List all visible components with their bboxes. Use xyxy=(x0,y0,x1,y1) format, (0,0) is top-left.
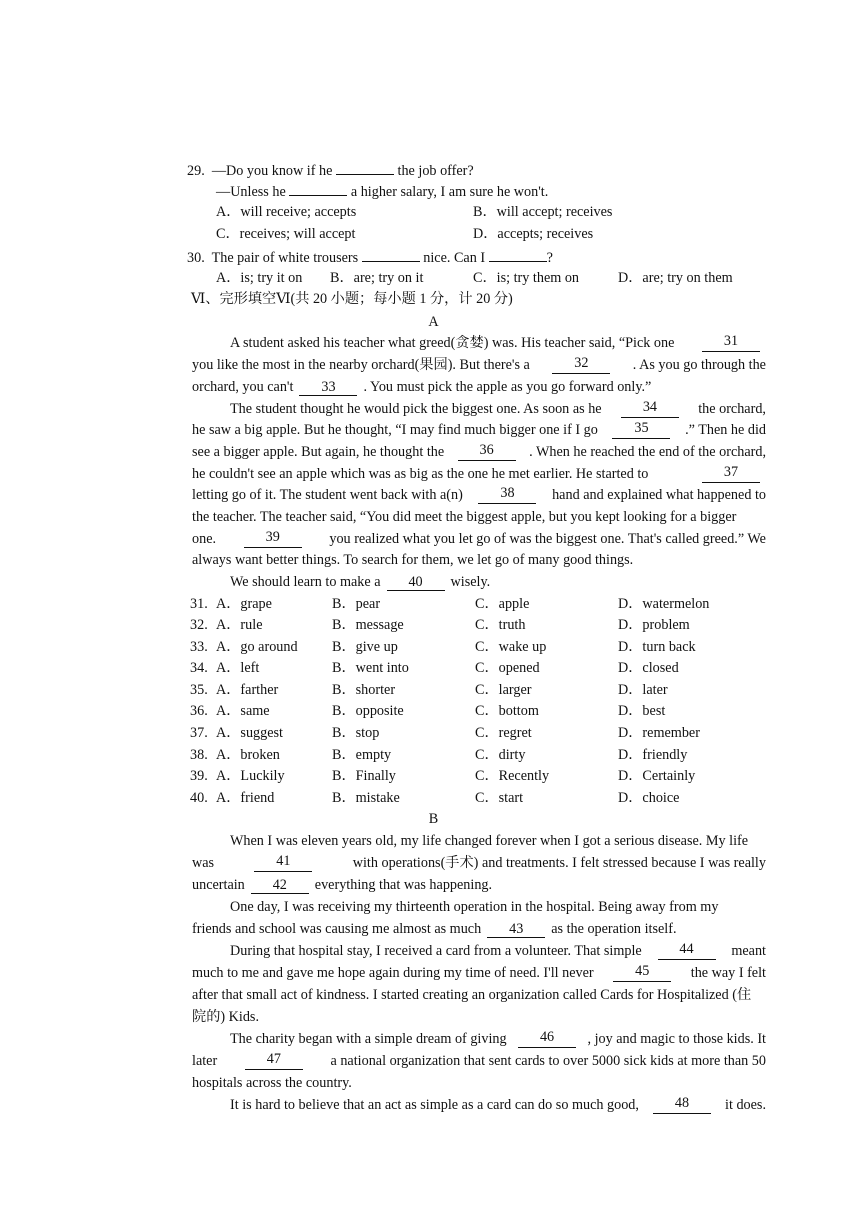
option-row-31 xyxy=(190,595,770,613)
option-d[interactable]: D．problem xyxy=(618,617,690,633)
q29-blank-2[interactable] xyxy=(289,181,347,196)
option-c[interactable]: C．truth xyxy=(475,617,526,633)
option-c[interactable]: C．wake up xyxy=(475,639,547,655)
blank-39[interactable]: 39 xyxy=(244,530,302,548)
option-a[interactable]: A．friend xyxy=(216,790,275,806)
option-b[interactable]: B．empty xyxy=(332,747,392,763)
passage-text: as the operation itself. xyxy=(551,921,677,937)
option-d[interactable]: D．choice xyxy=(618,790,680,806)
blank-34[interactable]: 34 xyxy=(621,400,679,418)
passage-text: was xyxy=(192,855,215,871)
passage-text: The student thought he would pick the biggest one. As soon as he xyxy=(230,401,602,417)
option-b[interactable]: B．stop xyxy=(332,725,380,741)
option-b[interactable]: B．pear xyxy=(332,596,381,612)
passage-text: he saw a big apple. But he thought, “I may find much bigger one if I go xyxy=(192,422,598,438)
passage-text: everything that was happening. xyxy=(314,877,493,893)
passage-a-line xyxy=(192,551,633,569)
passage-text: . As you go through the xyxy=(632,357,766,373)
passage-b-line xyxy=(192,964,766,982)
passage-text: friends and school was causing me almost as much xyxy=(192,921,482,937)
option-row-40 xyxy=(190,789,770,807)
q30-blank-2[interactable] xyxy=(489,247,547,262)
passage-text: see a bigger apple. But again, he thought the xyxy=(192,444,445,460)
passage-b-line xyxy=(192,920,677,938)
q30-option-c[interactable]: C．is; try them on xyxy=(473,270,580,286)
option-d[interactable]: D．turn back xyxy=(618,639,696,655)
passage-text: with operations(手术) and treatments. I felt stressed because I was really xyxy=(352,855,766,871)
passage-b-line xyxy=(192,876,492,894)
q29-option-b[interactable]: B．will accept; receives xyxy=(473,204,613,220)
q30-number: 30. xyxy=(187,250,205,266)
q29-line2 xyxy=(216,181,548,201)
option-row-36 xyxy=(190,702,770,720)
option-a[interactable]: A．left xyxy=(216,660,260,676)
q29-line1-a: —Do you know if he xyxy=(211,163,333,179)
passage-b-line xyxy=(192,1052,766,1070)
option-b[interactable]: B．mistake xyxy=(332,790,400,806)
option-c[interactable]: C．start xyxy=(475,790,524,806)
q29-blank-1[interactable] xyxy=(336,160,394,175)
blank-31[interactable]: 31 xyxy=(702,334,760,352)
q29-option-a[interactable]: A．will receive; accepts xyxy=(216,204,357,220)
option-c[interactable]: C．dirty xyxy=(475,747,526,763)
blank-47[interactable]: 47 xyxy=(245,1052,303,1070)
passage-text: you like the most in the nearby orchard(果园). But there's a xyxy=(192,357,530,373)
passage-b-line xyxy=(192,986,766,1004)
passage-text: . You must pick the apple as you go forward only.” xyxy=(363,379,652,395)
blank-35[interactable]: 35 xyxy=(612,421,670,439)
option-number: 32. xyxy=(190,617,208,633)
option-d[interactable]: D．watermelon xyxy=(618,596,710,612)
option-a[interactable]: A．same xyxy=(216,703,270,719)
passage-b-line xyxy=(230,942,766,960)
blank-48[interactable]: 48 xyxy=(653,1096,711,1114)
q30-line-b: nice. Can I xyxy=(423,250,486,266)
q29-option-d[interactable]: D．accepts; receives xyxy=(473,226,594,242)
option-number: 34. xyxy=(190,660,208,676)
option-a[interactable]: A．farther xyxy=(216,682,279,698)
passage-text: A student asked his teacher what greed(贪婪) was. His teacher said, “Pick one xyxy=(230,335,675,351)
passage-a-label: A xyxy=(428,314,439,330)
option-number: 39. xyxy=(190,768,208,784)
option-b[interactable]: B．went into xyxy=(332,660,409,676)
option-b[interactable]: B．opposite xyxy=(332,703,404,719)
option-number: 35. xyxy=(190,682,208,698)
passage-text: .” Then he did xyxy=(685,422,766,438)
passage-text: We should learn to make a xyxy=(230,574,381,590)
q30-line-c: ? xyxy=(546,250,553,266)
passage-text: 院的) Kids. xyxy=(192,1009,259,1025)
blank-46[interactable]: 46 xyxy=(518,1030,576,1048)
option-d[interactable]: D．best xyxy=(618,703,666,719)
blank-38[interactable]: 38 xyxy=(478,486,536,504)
option-number: 33. xyxy=(190,639,208,655)
passage-text: it does. xyxy=(725,1097,766,1113)
passage-text: hospitals across the country. xyxy=(192,1075,352,1091)
passage-text: the orchard, xyxy=(698,401,766,417)
passage-a-line xyxy=(192,486,766,504)
passage-text: much to me and gave me hope again during my time of need. I'll never xyxy=(192,965,594,981)
option-c[interactable]: C．larger xyxy=(475,682,532,698)
option-b[interactable]: B．give up xyxy=(332,639,398,655)
passage-text: uncertain xyxy=(192,877,245,893)
passage-a-line xyxy=(192,465,766,483)
passage-b-line xyxy=(192,1008,259,1026)
passage-text: the way I felt xyxy=(690,965,766,981)
option-row-33 xyxy=(190,638,770,656)
option-d[interactable]: D．later xyxy=(618,682,668,698)
option-number: 38. xyxy=(190,747,208,763)
passage-b-line xyxy=(230,1030,766,1048)
option-c[interactable]: C．apple xyxy=(475,596,530,612)
blank-44[interactable]: 44 xyxy=(658,942,716,960)
option-d[interactable]: D．remember xyxy=(618,725,700,741)
passage-text: . When he reached the end of the orchard, xyxy=(529,444,766,460)
blank-43[interactable]: 43 xyxy=(487,922,545,938)
option-row-34 xyxy=(190,659,770,677)
option-row-35 xyxy=(190,681,770,699)
passage-text: always want better things. To search for them, we let go of many good things. xyxy=(192,552,634,568)
passage-text: later xyxy=(192,1053,218,1069)
blank-45[interactable]: 45 xyxy=(613,964,671,982)
q30-line xyxy=(187,247,553,267)
option-a[interactable]: A．suggest xyxy=(216,725,283,741)
blank-32[interactable]: 32 xyxy=(552,356,610,374)
passage-a-line xyxy=(230,334,766,352)
passage-b-line xyxy=(230,1096,766,1114)
passage-text: orchard, you can't xyxy=(192,379,294,395)
option-number: 36. xyxy=(190,703,208,719)
passage-text: The charity began with a simple dream of giving xyxy=(230,1031,507,1047)
option-d[interactable]: D．closed xyxy=(618,660,679,676)
passage-text: after that small act of kindness. I started creating an organization called Cards for Hospitalized (住 xyxy=(192,987,752,1003)
passage-text: wisely. xyxy=(450,574,491,590)
option-d[interactable]: D．Certainly xyxy=(618,768,696,784)
passage-a-line xyxy=(192,530,766,548)
passage-b-line xyxy=(192,1074,352,1092)
option-d[interactable]: D．friendly xyxy=(618,747,688,763)
passage-text: one. xyxy=(192,531,217,547)
passage-b-line xyxy=(192,854,766,872)
q30-blank-1[interactable] xyxy=(362,247,420,262)
option-b[interactable]: B．message xyxy=(332,617,404,633)
passage-text: During that hospital stay, I received a card from a volunteer. That simple xyxy=(230,943,642,959)
q30-line-a: The pair of white trousers xyxy=(211,250,359,266)
q29-number: 29. xyxy=(187,163,205,179)
option-row-38 xyxy=(190,746,770,764)
option-b[interactable]: B．Finally xyxy=(332,768,396,784)
q29-line1 xyxy=(187,160,474,180)
passage-a-line xyxy=(192,508,766,526)
option-number: 31. xyxy=(190,596,208,612)
blank-36[interactable]: 36 xyxy=(458,443,516,461)
passage-a-line xyxy=(192,443,766,461)
blank-40[interactable]: 40 xyxy=(387,575,445,591)
q30-option-d[interactable]: D．are; try on them xyxy=(618,270,733,286)
passage-text: When I was eleven years old, my life changed forever when I got a serious disease. My life xyxy=(230,833,749,849)
passage-text: you realized what you let go of was the biggest one. That's called greed.” We xyxy=(329,531,766,547)
passage-text: letting go of it. The student went back with a(n) xyxy=(192,487,463,503)
option-a[interactable]: A．grape xyxy=(216,596,272,612)
passage-text: hand and explained what happened to xyxy=(552,487,766,503)
passage-a-line xyxy=(230,573,490,591)
q29-line2-b: a higher salary, I am sure he won't. xyxy=(350,184,549,200)
passage-a-line xyxy=(192,356,766,374)
passage-text: the teacher. The teacher said, “You did meet the biggest apple, but you kept looking for a bigger xyxy=(192,509,737,525)
blank-42[interactable]: 42 xyxy=(251,878,309,894)
blank-37[interactable]: 37 xyxy=(702,465,760,483)
passage-b-line xyxy=(230,832,766,850)
passage-text: It is hard to believe that an act as simple as a card can do so much good, xyxy=(230,1097,639,1113)
option-number: 40. xyxy=(190,790,208,806)
option-a[interactable]: A．go around xyxy=(216,639,298,655)
option-a[interactable]: A．rule xyxy=(216,617,263,633)
option-c[interactable]: C．bottom xyxy=(475,703,539,719)
q29-option-c[interactable]: C．receives; will accept xyxy=(216,226,356,242)
option-a[interactable]: A．Luckily xyxy=(216,768,285,784)
option-number: 37. xyxy=(190,725,208,741)
passage-text: meant xyxy=(731,943,766,959)
passage-a-line xyxy=(230,400,766,418)
option-c[interactable]: C．Recently xyxy=(475,768,550,784)
passage-b-label: B xyxy=(428,811,439,827)
q30-option-b[interactable]: B．are; try on it xyxy=(330,270,424,286)
blank-33[interactable]: 33 xyxy=(299,380,357,396)
q29-line2-a: —Unless he xyxy=(216,184,286,200)
option-c[interactable]: C．opened xyxy=(475,660,540,676)
q30-option-a[interactable]: A．is; try it on xyxy=(216,270,303,286)
passage-a-line xyxy=(192,378,651,396)
option-c[interactable]: C．regret xyxy=(475,725,532,741)
section-header: Ⅵ、完形填空Ⅵ(共 20 小题；每小题 1 分，计 20 分) xyxy=(191,291,513,307)
passage-text: , joy and magic to those kids. It xyxy=(587,1031,766,1047)
option-row-39 xyxy=(190,767,770,785)
passage-text: he couldn't see an apple which was as big as the one he met earlier. He started to xyxy=(192,466,649,482)
option-b[interactable]: B．shorter xyxy=(332,682,396,698)
passage-b-line xyxy=(230,898,766,916)
option-row-37 xyxy=(190,724,770,742)
passage-text: One day, I was receiving my thirteenth operation in the hospital. Being away from my xyxy=(230,899,719,915)
passage-text: a national organization that sent cards to over 5000 sick kids at more than 50 xyxy=(330,1053,766,1069)
passage-a-line xyxy=(192,421,766,439)
option-row-32 xyxy=(190,616,770,634)
blank-41[interactable]: 41 xyxy=(254,854,312,872)
q29-line1-b: the job offer? xyxy=(397,163,474,179)
option-a[interactable]: A．broken xyxy=(216,747,280,763)
